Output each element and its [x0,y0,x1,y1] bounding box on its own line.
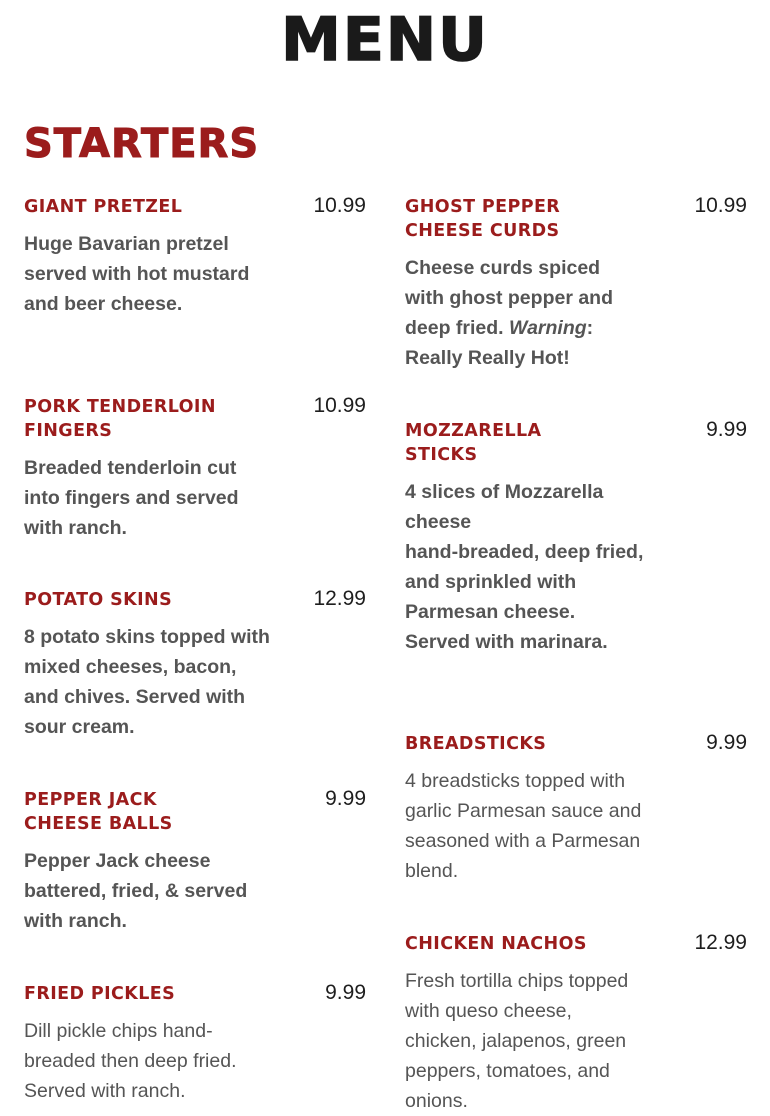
item-price: 12.99 [694,931,747,954]
description-text: Cheese curds spiced with ghost pepper and deep fried. [405,257,613,339]
description-line: 4 slices of Mozzarella cheese [405,481,604,533]
section-title-starters: STARTERS [24,121,260,167]
warning-text: : Really Really Hot! [405,317,594,369]
item-description: 8 potato skins topped with mixed cheeses, bacon, and chives. Served with sour cream. [24,626,270,738]
item-price: 9.99 [325,787,366,810]
item-price: 9.99 [706,418,747,441]
item-description: Pepper Jack cheese battered, fried, & served with ranch. [24,850,248,932]
menu-item-giant-pretzel [24,195,366,319]
item-price: 12.99 [313,587,366,610]
menu-item-mozzarella-sticks [405,419,747,657]
menu-item-potato-skins [24,588,366,742]
item-description [405,477,645,657]
item-name: MOZZARELLA STICKS [405,421,542,465]
menu-item-ghost-pepper-cheese-curds [405,195,747,373]
menu-item-pepper-jack-cheese-balls [24,788,366,936]
item-price: 10.99 [313,194,366,217]
item-name: PORK TENDERLOIN FINGERS [24,397,216,441]
menu-item-chicken-nachos [405,932,747,1116]
warning-label: Warning [509,317,587,339]
item-description [405,253,630,373]
item-name: BREADSTICKS [405,734,547,754]
item-description: Breaded tenderloin cut into fingers and served with ranch. [24,457,239,539]
item-description: Fresh tortilla chips topped with queso cheese, chicken, jalapenos, green peppers, tomatoes, and onions. [405,970,629,1112]
item-name: GHOST PEPPER CHEESE CURDS [405,197,561,241]
item-name: POTATO SKINS [24,590,173,610]
item-description: Huge Bavarian pretzel served with hot mustard and beer cheese. [24,233,250,315]
item-name: GIANT PRETZEL [24,197,183,217]
menu-item-pork-tenderloin-fingers [24,395,366,543]
item-description: Dill pickle chips hand-breaded then deep fried. Served with ranch. [24,1020,237,1102]
menu-title: MENU [281,5,489,75]
item-name: CHICKEN NACHOS [405,934,587,954]
item-description: 4 breadsticks topped with garlic Parmesan sauce and seasoned with a Parmesan blend. [405,770,642,882]
menu-item-fried-pickles [24,982,366,1106]
item-name: PEPPER JACK CHEESE BALLS [24,790,173,834]
menu-item-breadsticks [405,732,747,886]
item-price: 9.99 [706,731,747,754]
item-price: 10.99 [313,394,366,417]
item-price: 9.99 [325,981,366,1004]
item-price: 10.99 [694,194,747,217]
item-name: FRIED PICKLES [24,984,176,1004]
description-line: hand-breaded, deep fried, and sprinkled with Parmesan cheese. Served with marinara. [405,541,644,653]
